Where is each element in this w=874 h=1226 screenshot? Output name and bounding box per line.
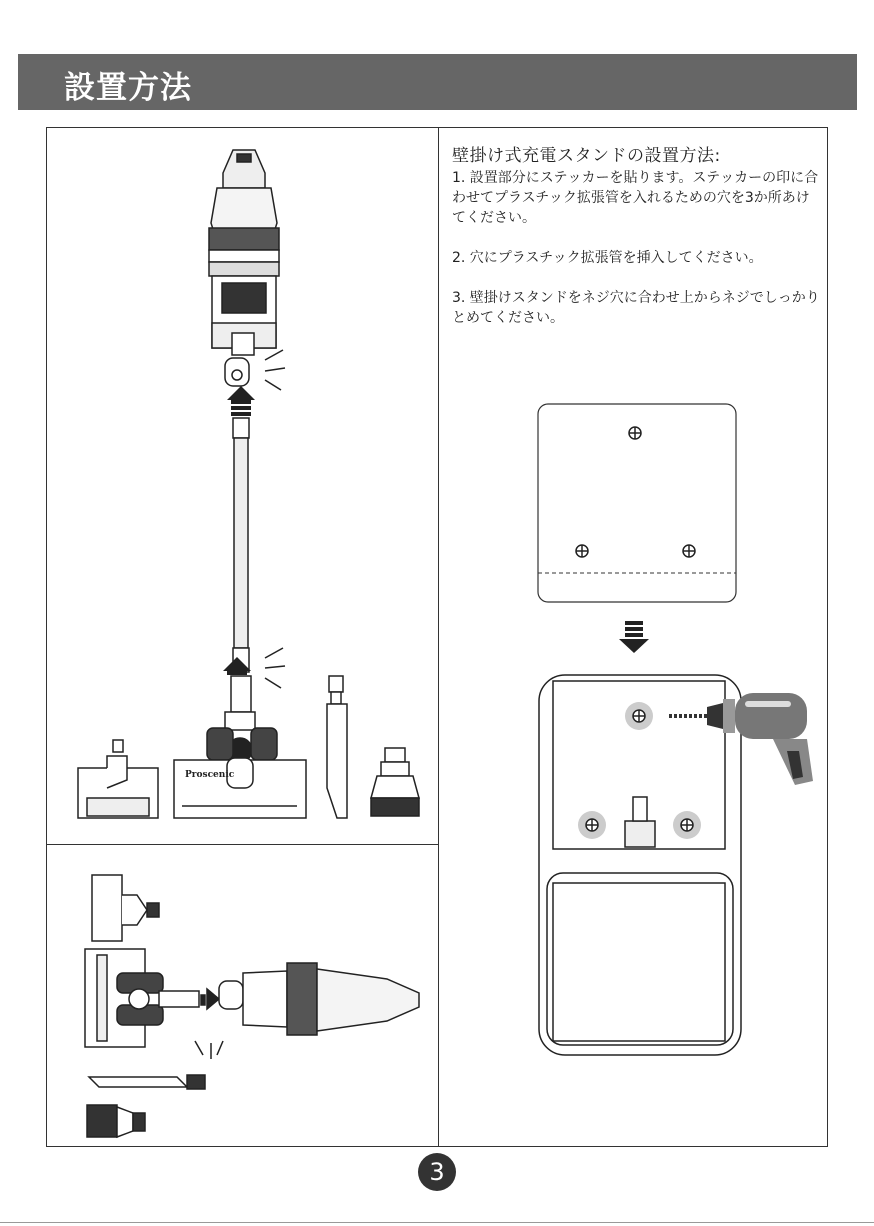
page-title: 設置方法	[64, 70, 192, 106]
vacuum-horizontal-illustration	[47, 845, 438, 1147]
vacuum-assembly-illustration	[47, 128, 438, 844]
brand-label: Proscenic	[185, 770, 235, 780]
instructions-heading: 壁掛け式充電スタンドの設置方法:	[452, 146, 721, 166]
instructions	[452, 146, 822, 328]
down-arrow-icon	[617, 621, 651, 653]
sticker-template	[537, 403, 737, 603]
bottom-rule	[0, 1222, 874, 1223]
instruction-step-1: 1. 設置部分にステッカーを貼ります。ステッカーの印に合わせてプラスチック拡張管を入れるための穴を3か所あけてください。	[452, 170, 819, 226]
page-number: 3	[418, 1153, 456, 1191]
section-header	[18, 54, 857, 110]
instruction-frame	[46, 127, 828, 1147]
wall-mount-stand-illustration	[537, 673, 822, 1058]
instruction-step-2: 2. 穴にプラスチック拡張管を挿入してください。	[452, 250, 763, 266]
vertical-divider	[438, 128, 439, 1146]
instruction-step-3: 3. 壁掛けスタンドをネジ穴に合わせ上からネジでしっかりとめてください。	[452, 290, 820, 326]
